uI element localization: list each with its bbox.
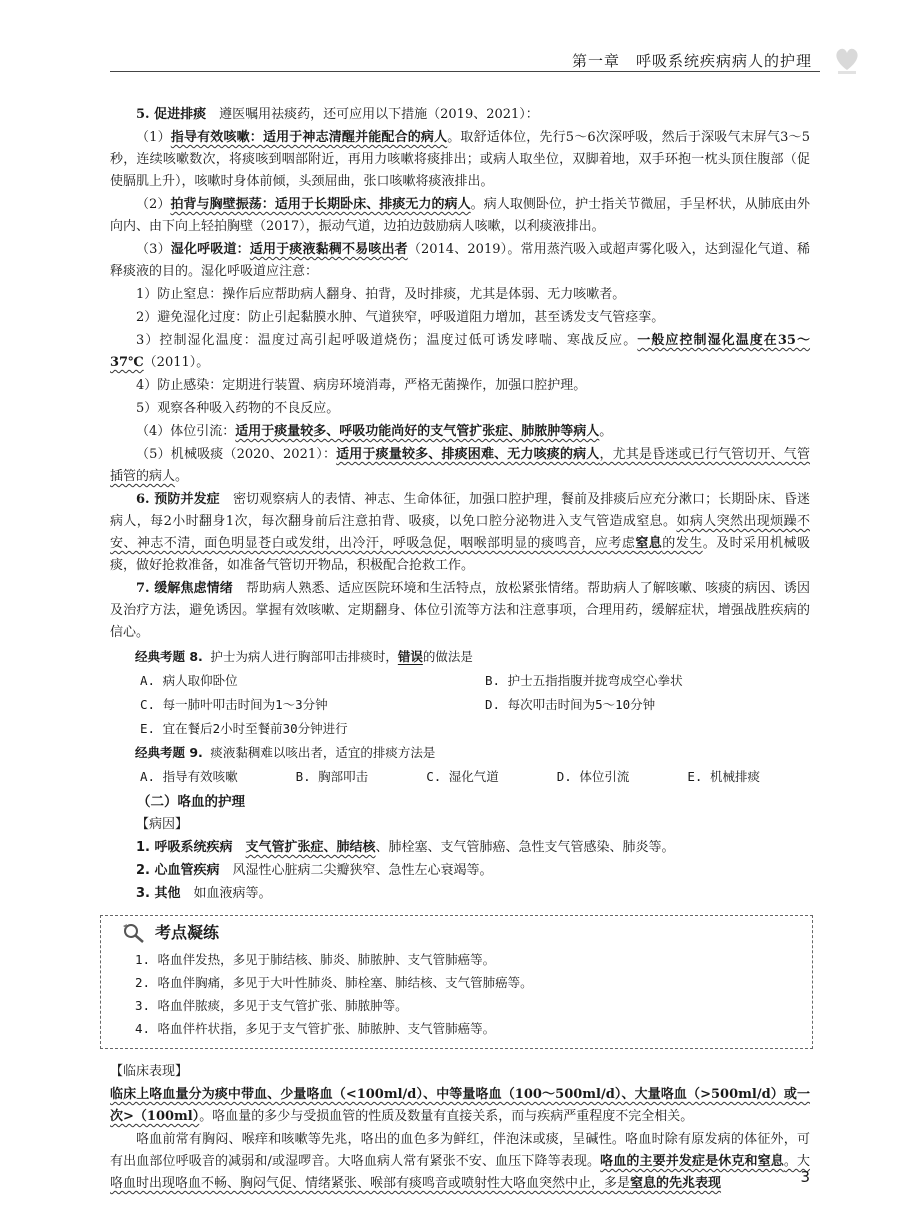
option-e: E. 机械排痰 [687,769,760,784]
question-8-emphasis: 错误 [397,649,423,664]
option-c: C. 每一肺叶叩击时间为1～3分钟 [140,697,328,712]
section-6-text-end: 。及时采用机械吸痰，做好抢救准备，如准备气管切开物品，积极配合抢救工作。 [110,536,810,573]
sub-item-1: 1）防止窒息：操作后应帮助病人翻身、拍背，及时排痰，尤其是体弱、无力咳嗽者。 [136,287,626,302]
key-points-title-text: 考点凝练 [155,923,220,942]
item-5-text: ，尤其是昏迷或已行气管切开、气管插管的病人 [110,447,810,484]
clinical-key-word: 窒息的先兆表现 [630,1176,722,1191]
section-5-heading: 5. 促进排痰 [136,107,207,122]
key-point-item: 4. 咯血伴杵状指，多见于支气管扩张、肺脓肿、支气管肺癌等。 [135,1021,496,1036]
cause-2-text: 风湿性心脏病二尖瓣狭窄、急性左心衰竭等。 [232,863,493,878]
item-3-label: 湿化呼吸道： [170,242,250,257]
item-4-end: 。 [599,424,613,439]
item-4-key-point: 适用于痰量较多、呼吸功能尚好的支气管扩张症、肺脓肿等病人 [235,424,600,439]
section-6-key-word: 窒息 [635,536,663,551]
question-8-label: 经典考题 8. [135,649,203,664]
question-9-options [110,765,810,789]
cause-2-label: 2. 心血管疾病 [136,863,220,878]
option-d: D. 体位引流 [556,769,630,784]
section-7-heading: 7. 缓解焦虑情绪 [136,581,233,596]
item-3-text: （2014、2019）。常用蒸汽吸入或超声雾化吸入，达到湿化气道、稀释痰液的目的。湿化呼吸道应注意： [110,242,810,279]
item-5-key-point: 适用于痰量较多、排痰困难、无力咳痰的病人 [336,447,600,462]
item-1-key-point: 指导有效咳嗽：适用于神志清醒并能配合的病人 [170,130,448,145]
section-6-text: 密切观察病人的表情、神志、生命体征，加强口腔护理，餐前及排痰后应充分漱口；长期卧床、昏迷病人，每2小时翻身1次，每次翻身前后注意拍背、吸痰，以免口腔分泌物进入支气管造成窒息。 [110,492,810,529]
hemoptysis-section-heading: （二）咯血的护理 [137,794,245,810]
clinical-key-point: 临床上咯血量分为痰中带血、少量咯血（<100ml/d）、中等量咯血（100～500ml/d）、大量咯血（>500ml/d）或一次>（100ml） [110,1087,810,1124]
question-8-text-end: 的做法是 [422,649,473,664]
sub-item-3-text: 3）控制湿化温度：温度过高引起呼吸道烧伤；温度过低可诱发哮喘、寒战反应。 [136,333,638,348]
item-5-end: 。 [175,469,189,484]
option-c: C. 湿化气道 [426,769,499,784]
publisher-logo-icon [832,42,862,76]
sub-item-3-key-point: 一般应控制湿化温度在35～37℃ [110,333,811,370]
section-6-key-point: 如病人突然出现烦躁不安、神志不清，面色明显苍白或发绀，出冷汗，呼吸急促，咽喉部明显的痰鸣音，应考虑 [110,514,810,551]
option-a: A. 病人取仰卧位 [140,673,238,688]
option-b: B. 胸部叩击 [295,769,369,784]
clinical-text: 。咯血量的多少与受损血管的性质及数量有直接关系，而与疾病严重程度不完全相关。 [199,1109,694,1124]
cause-3-text: 如血液病等。 [193,886,272,901]
option-a: A. 指导有效咳嗽 [140,769,238,784]
item-5-number: （5）机械吸痰（2020、2021）： [136,447,337,462]
key-point-item: 3. 咯血伴脓痰，多见于支气管扩张、肺脓肿等。 [135,998,408,1013]
section-6-heading: 6. 预防并发症 [136,492,220,507]
question-9-text: 痰液黏稠难以咳出者，适宜的排痰方法是 [210,745,436,760]
key-points-title [121,922,792,944]
section-5 [110,104,810,126]
sub-item-3-year: （2011）。 [143,355,210,370]
option-d: D. 每次叩击时间为5～10分钟 [485,697,656,712]
cause-1-label: 1. 呼吸系统疾病 [136,840,233,855]
sub-item-3 [110,330,810,374]
section-5-intro: 遵医嘱用祛痰药，还可应用以下措施（2019、2021）： [219,107,539,122]
question-9-label: 经典考题 9. [135,745,203,760]
item-2-text: 。病人取侧卧位，护士指关节微屈，手呈杯状，从肺底由外向内、由下向上轻拍胸壁（2017），振动气道，边拍边鼓励病人咳嗽，以利痰液排出。 [110,197,810,234]
item-4 [110,421,810,443]
section-6 [110,489,810,577]
clinical-key-text: 。大咯血时出现咯血不畅、胸闷气促、情绪紧张、喉部有痰鸣音或喷射性大咯血突然中止，多是 [110,1154,810,1191]
exam-question-9 [110,741,810,764]
cause-1-text: 、肺栓塞、支气管肺癌、急性支气管感染、肺炎等。 [375,840,675,855]
item-5 [110,444,810,488]
sub-item-4: 4）防止感染：定期进行装置、病房环境消毒，严格无菌操作，加强口腔护理。 [136,378,587,393]
item-1-number: （1） [136,130,171,145]
item-1 [110,127,810,193]
question-8-options [110,669,810,741]
item-3-number: （3） [136,242,171,257]
magnifier-icon [121,922,147,944]
item-1-text: 。取舒适体位，先行5～6次深呼吸，然后于深吸气末屏气3～5秒，连续咳嗽数次，将痰咳到咽部附近，再用力咳嗽将痰排出；或病人取坐位，双脚着地，双手环抱一枕头顶住腹部（促使膈肌上升），咳嗽时身体前倾，头颈屈曲，张口咳嗽将痰液排出。 [110,130,810,189]
clinical-title: 【临床表现】 [110,1064,189,1079]
question-8-text: 护士为病人进行胸部叩击排痰时， [210,649,398,664]
clinical-paragraph-2 [110,1129,810,1195]
cause-1-key-point: 支气管扩张症、肺结核 [245,840,376,855]
etiology-title: 【病因】 [136,817,189,832]
cause-2 [110,860,810,882]
key-point-item: 2. 咯血伴胸痛，多见于大叶性肺炎、肺栓塞、肺结核、支气管肺癌等。 [135,975,533,990]
item-2-key-point: 拍背与胸壁振荡：适用于长期卧床、排痰无力的病人 [170,197,471,212]
clinical-paragraph-1 [110,1084,810,1128]
section-6-key-point-end: 的发生 [662,536,703,551]
section-7-text: 帮助病人熟悉、适应医院环境和生活特点，放松紧张情绪。帮助病人了解咳嗽、咳痰的病因、诱因及治疗方法，避免诱因。掌握有效咳嗽、定期翻身、体位引流等方法和注意事项，合理用药，缓解症状，增强战胜疾病的信心。 [110,581,810,640]
exam-question-8 [110,645,810,668]
item-4-number: （4）体位引流： [136,424,236,439]
option-e: E. 宜在餐后2小时至餐前30分钟进行 [140,721,348,736]
chapter-title: 第一章 呼吸系统疾病病人的护理 [571,52,812,70]
cause-3 [110,883,810,905]
item-3-key-point: 适用于痰液黏稠不易咳出者 [249,242,408,257]
item-3 [110,239,810,283]
key-points-box [100,915,813,1049]
key-point-item: 1. 咯血伴发热，多见于肺结核、肺炎、肺脓肿、支气管肺癌等。 [135,952,496,967]
option-b: B. 护士五指指腹并拢弯成空心拳状 [485,673,683,688]
cause-3-label: 3. 其他 [136,886,181,901]
clinical-text: 咯血前常有胸闷、喉痒和咳嗽等先兆，咯出的血色多为鲜红，伴泡沫或痰，呈碱性。咯血时除有原发病的体征外，可有出血部位呼吸音的减弱和/或湿啰音。大咯血病人常有紧张不安、血压下降等表现。 [110,1132,810,1169]
page-body [110,104,810,1196]
sub-item-2: 2）避免湿化过度：防止引起黏膜水肿、气道狭窄，呼吸道阻力增加，甚至诱发支气管痉挛。 [136,310,665,325]
item-2 [110,194,810,238]
section-7 [110,578,810,644]
clinical-key-point: 咯血的主要并发症是休克和窒息 [600,1154,784,1169]
page-header [110,44,820,72]
cause-1 [110,837,810,859]
page-number: 3 [800,1168,810,1186]
item-2-number: （2） [136,197,171,212]
sub-item-5: 5）观察各种吸入药物的不良反应。 [136,401,340,416]
